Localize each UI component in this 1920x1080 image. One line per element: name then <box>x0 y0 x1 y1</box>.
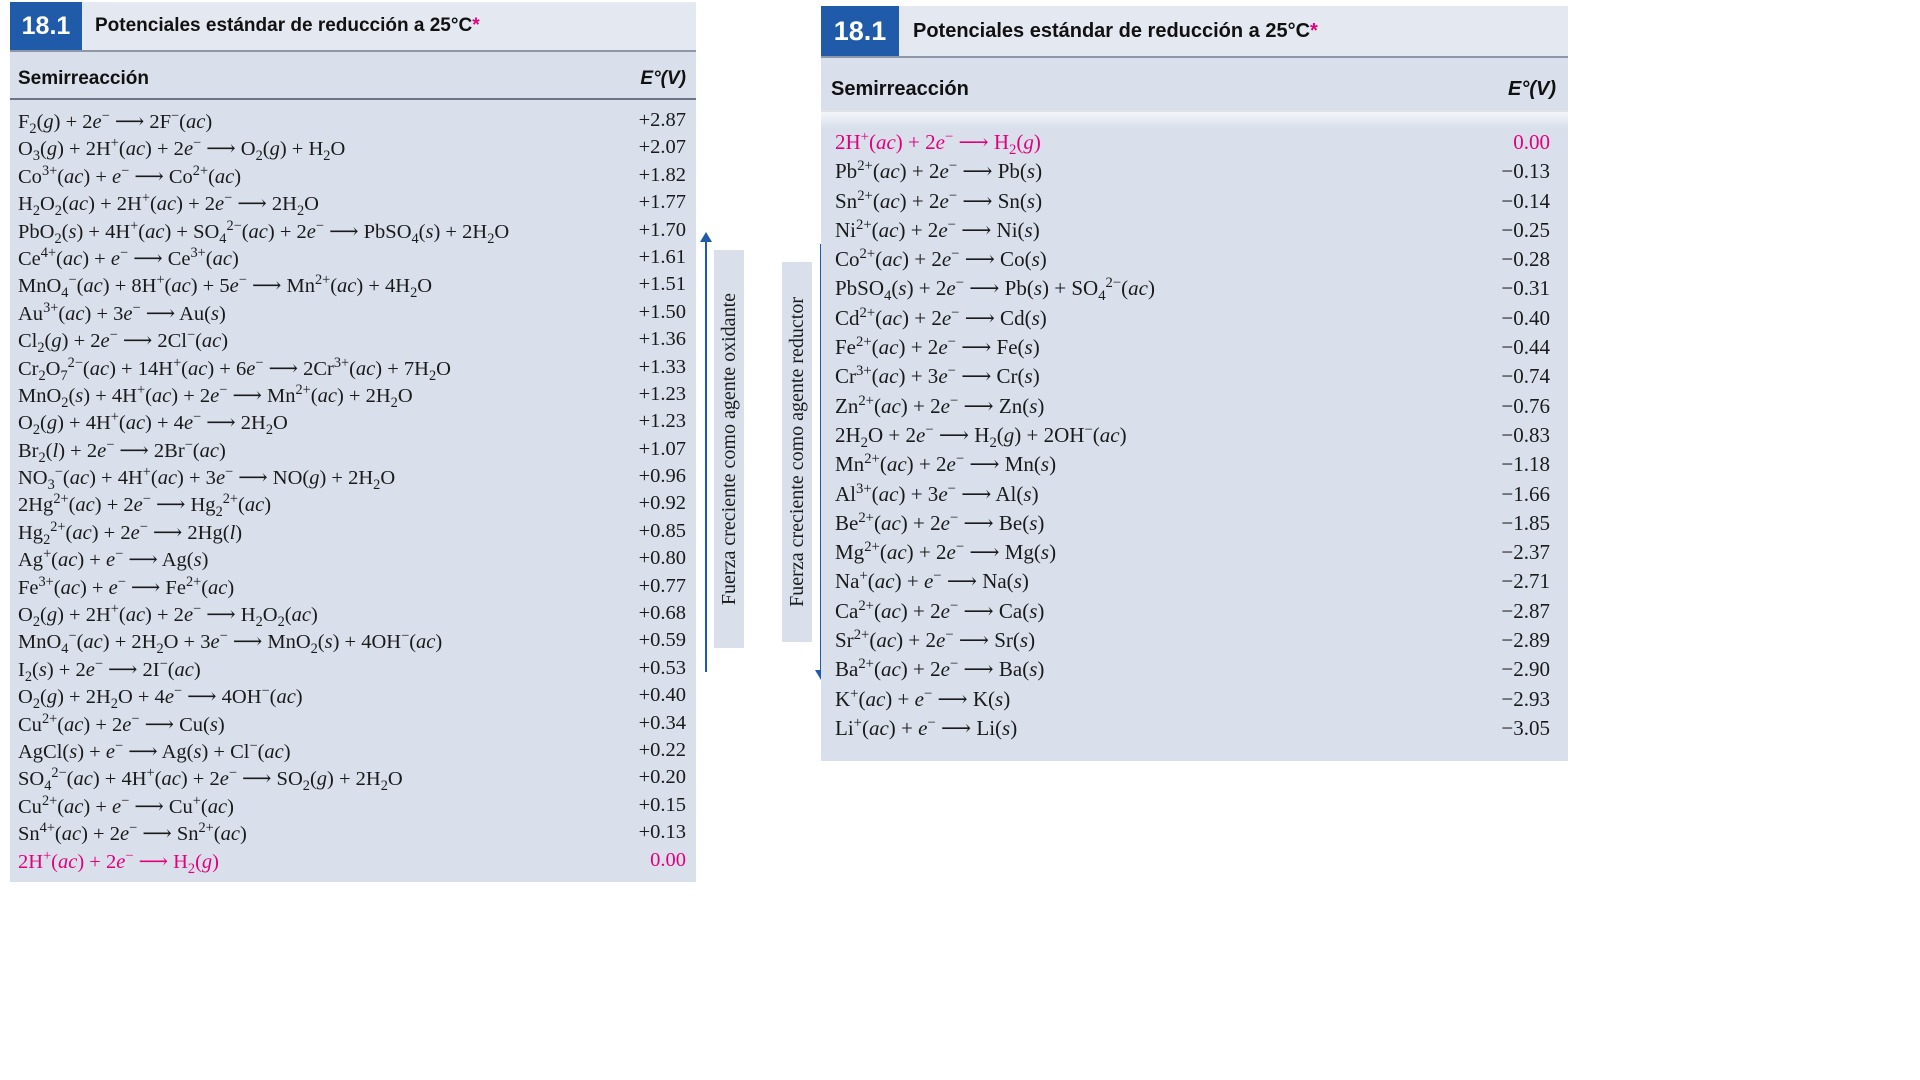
table-row <box>10 354 696 384</box>
half-reaction: $Fe^{3+}(ac) + e^-$ ⟶ $Fe^{2+}(ac)$ <box>18 573 235 599</box>
half-reaction: $PbO_2(s) + 4H^+(ac) + SO_4^{2-}(ac) + 2e^-$ ⟶ PbSO$_4$(s) + $2H_2O$ <box>18 217 510 247</box>
column-header-potential <box>1508 78 1556 101</box>
standard-potential: −2.89 <box>1501 628 1550 653</box>
table-row <box>10 600 696 631</box>
standard-potential: +1.07 <box>638 437 686 460</box>
standard-potential: +0.20 <box>638 766 686 789</box>
standard-potential: −0.83 <box>1501 422 1550 447</box>
standard-potential: +1.33 <box>638 355 686 378</box>
standard-potential: −0.31 <box>1501 276 1550 301</box>
standard-potential: +0.34 <box>638 711 686 734</box>
table-row <box>10 847 696 877</box>
table-row <box>10 490 696 521</box>
column-header-reaction: Semirreacción <box>831 78 969 100</box>
table-row <box>10 682 696 713</box>
standard-potential: +0.53 <box>638 656 686 679</box>
column-header-potential <box>640 68 686 90</box>
table-row <box>10 655 696 685</box>
oxidant-strength-arrow-icon <box>705 240 707 672</box>
column-header-reaction: Semirreacción <box>18 68 149 89</box>
table-row <box>10 436 696 466</box>
table-row <box>10 408 696 439</box>
half-reaction: 2H+(ac) + 2e− ⟶ $H_2(g)$ <box>835 129 1041 159</box>
table-row <box>10 463 696 494</box>
table-row <box>10 381 696 411</box>
half-reaction: $Pb^{2+}(ac) + 2e^-$ ⟶ Pb(s) <box>835 158 1043 184</box>
half-reaction: $Br_2(l) + 2e^-$ ⟶ 2Br−(ac) <box>18 436 226 466</box>
standard-potential: +0.68 <box>638 602 686 625</box>
standard-potential: +0.96 <box>638 465 686 488</box>
table-row <box>10 627 696 658</box>
standard-potential: +1.50 <box>638 300 686 323</box>
standard-potential: +2.87 <box>638 109 686 131</box>
table-row <box>10 764 696 795</box>
standard-potential: −0.40 <box>1501 305 1550 330</box>
footnote-mark: * <box>472 15 480 36</box>
table-row <box>821 392 1568 421</box>
half-reaction: $F_2(g) + 2e^-$ ⟶ 2F−(ac) <box>18 108 213 138</box>
table-row <box>10 573 696 600</box>
standard-potential: +1.51 <box>638 273 686 296</box>
standard-potential: −1.18 <box>1501 452 1550 477</box>
table-title-text: Potenciales estándar de reducción a 25°C <box>95 15 473 36</box>
standard-potential: +1.82 <box>638 163 686 186</box>
table-row <box>821 538 1568 567</box>
reaction-list-left <box>10 107 696 877</box>
standard-potential: −3.05 <box>1501 715 1550 740</box>
half-reaction: $Hg_2^{2+}(ac) + 2e^-$ ⟶ 2Hg(l) <box>18 519 243 548</box>
table-row <box>821 655 1568 684</box>
table-title <box>913 6 1318 56</box>
half-reaction: $Mn^{2+}(ac) + 2e^-$ ⟶ Mn(s) <box>835 451 1057 477</box>
standard-potential: −0.76 <box>1501 393 1550 418</box>
table-row <box>10 518 696 548</box>
standard-potential: +0.80 <box>638 547 686 570</box>
table-row <box>10 792 696 819</box>
table-row <box>10 819 696 846</box>
half-reaction: Ag+(ac) + e− ⟶ Ag(s) <box>18 546 209 572</box>
table-title <box>95 2 480 50</box>
standard-potential: −0.74 <box>1501 364 1550 389</box>
footnote-mark: * <box>1310 19 1318 42</box>
table-row <box>821 567 1568 596</box>
table-number-badge: 18.1 <box>10 2 82 50</box>
table-left <box>10 2 696 882</box>
table-row <box>10 271 696 302</box>
half-reaction: AgCl(s) + e− ⟶ Ag(s) + Cl−(ac) <box>18 738 291 763</box>
table-row <box>821 450 1568 479</box>
half-reaction: $O_3(g) + 2H^+(ac) + 2e^-$ ⟶ $O_2(g) + H_2O$ <box>18 135 346 165</box>
standard-potential: −0.13 <box>1501 159 1550 184</box>
table-number-badge: 18.1 <box>821 6 899 56</box>
table-row <box>821 216 1568 245</box>
half-reaction: $Co^{3+}(ac) + e^-$ ⟶ $Co^{2+}(ac)$ <box>18 162 242 188</box>
table-row <box>821 509 1568 538</box>
standard-potential: −0.28 <box>1501 247 1550 272</box>
table-row <box>10 107 696 138</box>
oxidant-strength-text: Fuerza creciente como agente oxidante <box>717 292 740 606</box>
half-reaction: $Au^{3+}(ac) + 3e^-$ ⟶ Au(s) <box>18 299 226 325</box>
half-reaction: $Cl_2(g) + 2e^-$ ⟶ 2Cl−(ac) <box>18 327 229 357</box>
half-reaction: $Cu^{2+}(ac) + e^-$ ⟶ Cu+(ac) <box>18 792 234 818</box>
half-reaction: $O_2(g) + 2H_2O + 4e^-$ ⟶ 4OH−(ac) <box>18 683 303 713</box>
half-reaction: $Ce^{4+}(ac) + e^-$ ⟶ $Ce^{3+}(ac)$ <box>18 245 239 270</box>
half-reaction: PbSO$_4$(s) + 2e− ⟶ $Pb(s) + SO_4^{2-}(ac)$ <box>835 275 1155 305</box>
half-reaction: $Ni^{2+}(ac) + 2e^-$ ⟶ Ni(s) <box>835 216 1040 242</box>
table-row <box>821 626 1568 655</box>
half-reaction: $O_2(g) + 4H^+(ac) + 4e^-$ ⟶ $2H_2O$ <box>18 409 288 439</box>
standard-potential: −1.85 <box>1501 510 1550 535</box>
reductant-strength-text: Fuerza creciente como agente reductor <box>785 297 808 607</box>
half-reaction: K+(ac) + e− ⟶ K(s) <box>835 685 1011 711</box>
table-right <box>821 6 1568 761</box>
table-row <box>821 597 1568 626</box>
half-reaction: $I_2(s) + 2e^-$ ⟶ 2I−(ac) <box>18 655 201 685</box>
standard-potential: −2.37 <box>1501 540 1550 565</box>
cut-off-row-fade <box>821 110 1568 128</box>
column-header-potential-text: E°(V) <box>640 68 686 89</box>
table-row <box>10 162 696 189</box>
standard-potential: −0.25 <box>1501 217 1550 242</box>
table-row <box>821 157 1568 186</box>
oxidant-strength-label <box>714 250 744 648</box>
table-row <box>821 362 1568 391</box>
table-row <box>821 245 1568 274</box>
standard-potential: +1.23 <box>638 410 686 433</box>
half-reaction: $Cr^{3+}(ac) + 3e^-$ ⟶ Cr(s) <box>835 363 1040 389</box>
half-reaction: $Sn^{2+}(ac) + 2e^-$ ⟶ Sn(s) <box>835 187 1043 213</box>
column-header-potential-text: E°(V) <box>1508 78 1556 100</box>
standard-potential: 0.00 <box>1513 130 1550 154</box>
half-reaction: $MnO_4^-(ac) + 2H_2O + 3e^-$ ⟶ MnO$_2$(s) + 4OH−(ac) <box>18 628 443 658</box>
half-reaction: MnO$_4$−(ac) + 8H+(ac) + 5e− ⟶ $Mn^{2+}(ac) + 4H_2O$ <box>18 272 433 302</box>
table-row <box>821 187 1568 216</box>
table-row <box>821 333 1568 362</box>
standard-potential: 0.00 <box>650 848 686 871</box>
standard-potential: −0.44 <box>1501 335 1550 360</box>
half-reaction: $Sn^{4+}(ac) + 2e^-$ ⟶ $Sn^{2+}(ac)$ <box>18 820 247 846</box>
standard-potential: +0.40 <box>638 684 686 707</box>
half-reaction: $O_2(g) + 2H^+(ac) + 2e^-$ ⟶ $H_2O_2(ac)$ <box>18 601 318 631</box>
half-reaction: $2Hg^{2+}(ac) + 2e^-$ ⟶ $Hg_2^{2+}(ac)$ <box>18 491 272 521</box>
column-header <box>821 58 1568 112</box>
standard-potential: +0.59 <box>638 629 686 652</box>
half-reaction: $Zn^{2+}(ac) + 2e^-$ ⟶ Zn(s) <box>835 392 1045 418</box>
table-row <box>821 304 1568 333</box>
table-row <box>10 326 696 357</box>
table-row <box>821 714 1568 743</box>
half-reaction: $Cr_2O_7^{2-}(ac) + 14H^+(ac) + 6e^-$ ⟶ $2Cr^{3+}(ac) + 7H_2O$ <box>18 354 451 384</box>
half-reaction: $H_2O_2(ac) + 2H^+(ac) + 2e^-$ ⟶ $2H_2O$ <box>18 190 319 220</box>
table-row <box>821 274 1568 303</box>
table-row <box>821 480 1568 509</box>
standard-potential: −2.90 <box>1501 657 1550 682</box>
table-row <box>10 737 696 764</box>
half-reaction: $NO_3^-(ac) + 4H^+(ac) + 3e^-$ ⟶ $NO(g) + 2H_2O$ <box>18 464 396 494</box>
standard-potential: +1.36 <box>638 328 686 351</box>
standard-potential: −1.66 <box>1501 481 1550 506</box>
half-reaction: 2H+(ac) + 2e− ⟶ $H_2(g)$ <box>18 847 219 877</box>
table-title-bar <box>10 2 696 52</box>
half-reaction: $Fe^{2+}(ac) + 2e^-$ ⟶ Fe(s) <box>835 334 1040 360</box>
half-reaction: $Ca^{2+}(ac) + 2e^-$ ⟶ Ca(s) <box>835 597 1045 623</box>
table-row <box>10 134 696 165</box>
standard-potential: +2.07 <box>638 136 686 159</box>
half-reaction: Na+(ac) + e− ⟶ Na(s) <box>835 568 1029 594</box>
standard-potential: +1.70 <box>638 218 686 241</box>
standard-potential: +1.77 <box>638 191 686 214</box>
standard-potential: +0.15 <box>638 793 686 816</box>
table-row <box>10 299 696 326</box>
half-reaction: $2H_2O + 2e^-$ ⟶ $H_2(g) + 2OH^-(ac)$ <box>835 421 1127 452</box>
half-reaction: $Co^{2+}(ac) + 2e^-$ ⟶ Co(s) <box>835 246 1047 272</box>
half-reaction: $Ba^{2+}(ac) + 2e^-$ ⟶ Ba(s) <box>835 656 1045 682</box>
half-reaction: MnO$_2$(s) + 4H+(ac) + 2e− ⟶ $Mn^{2+}(ac) + 2H_2O$ <box>18 382 413 411</box>
standard-potential: +0.92 <box>638 492 686 515</box>
table-row <box>10 244 696 271</box>
standard-potential: +0.22 <box>638 738 686 761</box>
table-title-text: Potenciales estándar de reducción a 25°C <box>913 19 1311 42</box>
table-row <box>10 710 696 737</box>
table-row <box>10 217 696 247</box>
table-row <box>821 685 1568 714</box>
half-reaction: $SO_4^{2-}(ac) + 4H^+(ac) + 2e^-$ ⟶ $SO_2(g) + 2H_2O$ <box>18 765 403 795</box>
reductant-strength-label <box>782 262 812 642</box>
column-header <box>10 52 696 100</box>
half-reaction: $Cd^{2+}(ac) + 2e^-$ ⟶ Cd(s) <box>835 304 1047 330</box>
half-reaction: $Be^{2+}(ac) + 2e^-$ ⟶ Be(s) <box>835 509 1045 535</box>
standard-potential: +0.85 <box>638 519 686 542</box>
table-title-bar <box>821 6 1568 58</box>
standard-potential: −0.14 <box>1501 188 1550 213</box>
standard-potential: +1.61 <box>638 245 686 268</box>
table-row <box>821 128 1568 157</box>
half-reaction: $Al^{3+}(ac) + 3e^-$ ⟶ Al(s) <box>835 480 1039 506</box>
standard-potential: +0.13 <box>638 821 686 844</box>
table-row <box>821 421 1568 450</box>
table-row <box>10 545 696 572</box>
standard-potential: +0.77 <box>638 574 686 597</box>
standard-potential: +1.23 <box>638 382 686 405</box>
reaction-list-right <box>821 128 1568 743</box>
standard-potential: −2.87 <box>1501 598 1550 623</box>
half-reaction: Li+(ac) + e− ⟶ Li(s) <box>835 714 1018 740</box>
half-reaction: $Mg^{2+}(ac) + 2e^-$ ⟶ Mg(s) <box>835 539 1057 565</box>
standard-potential: −2.93 <box>1501 686 1550 711</box>
half-reaction: $Sr^{2+}(ac) + 2e^-$ ⟶ Sr(s) <box>835 627 1036 653</box>
half-reaction: $Cu^{2+}(ac) + 2e^-$ ⟶ Cu(s) <box>18 710 225 736</box>
standard-potential: −2.71 <box>1501 569 1550 594</box>
table-row <box>10 189 696 220</box>
